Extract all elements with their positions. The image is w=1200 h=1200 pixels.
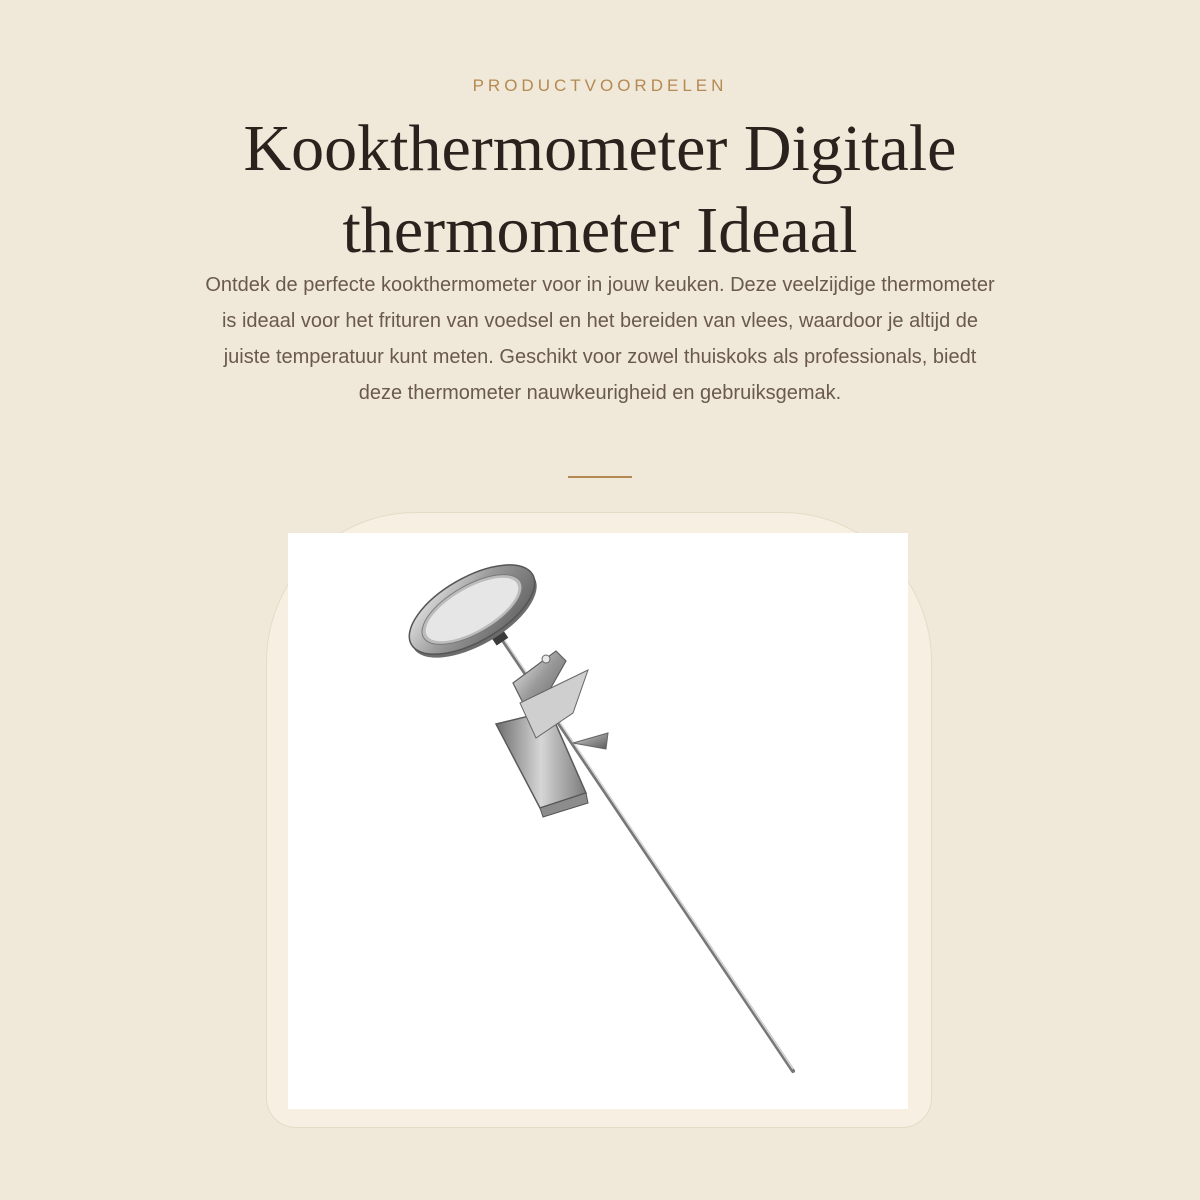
product-image bbox=[288, 533, 908, 1109]
title-line-1: Kookthermometer Digitale bbox=[243, 112, 957, 185]
section-divider bbox=[568, 476, 632, 478]
title-line-2: thermometer Ideaal bbox=[342, 194, 858, 267]
section-description: Ontdek de perfecte kookthermometer voor in jouw keuken. Deze veelzijdige thermometer is ideaal voor het frituren van voedsel en het bereiden van vlees, waardoor je altijd de juiste temperatuur kunt meten. Geschikt voor zowel thuiskoks als professionals, biedt deze thermometer nauwkeurigheid en gebruiksgemak. bbox=[205, 274, 995, 404]
thermometer-illustration bbox=[288, 533, 908, 1109]
section-eyebrow: PRODUCTVOORDELEN bbox=[472, 76, 728, 95]
section-title bbox=[100, 108, 1100, 272]
